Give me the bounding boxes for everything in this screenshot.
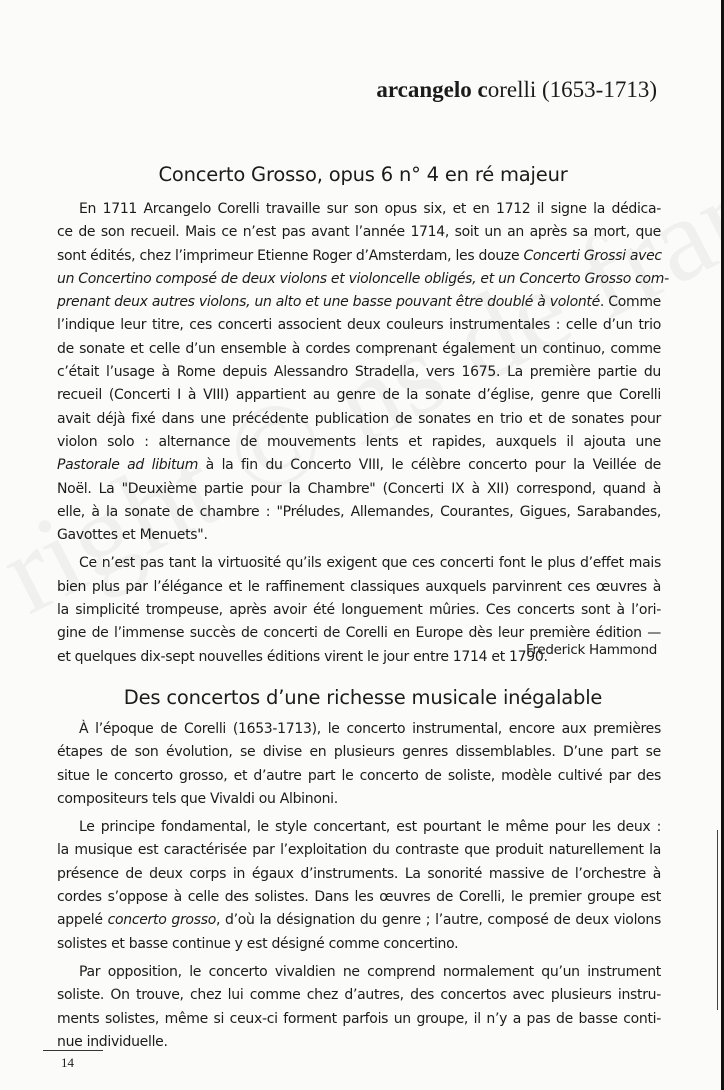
text-line: Pastorale ad libitum à la fin du Concerto VIII, le célèbre concerto pour la Veillée de [57, 457, 661, 474]
text-line: Ce n’est pas tant la virtuosité qu’ils exigent que ces concerti font le plus d’effet mais [79, 555, 661, 572]
text-line: elle, à la sonate de chambre : "Préludes, Allemandes, Courantes, Gigues, Sarabandes, [57, 503, 661, 520]
text-line: la musique est caractérisée par l’exploitation du contraste que produit naturellement la [57, 842, 661, 859]
text-line: ments solistes, même si ceux-ci forment parfois un groupe, il n’y a pas de basse conti- [57, 1010, 661, 1027]
paragraph-principe [57, 816, 661, 956]
text-line: bien plus par l’élégance et le raffinement classiques auxquels parvinrent ces œuvres à [57, 578, 661, 595]
text-line: l’indique leur titre, ces concerti associent deux couleurs instrumentales : celle d’un trio [57, 317, 661, 334]
text-line: gine de l’immense succès de concerti de Corelli en Europe dès leur première édition — [57, 625, 661, 642]
text-line: sont édités, chez l’imprimeur Etienne Roger d’Amsterdam, les douze Concerti Grossi avec [57, 247, 662, 264]
text-line: un Concertino composé de deux violons et violoncelle obligés, et un Concerto Grosso com- [57, 270, 669, 287]
paragraph-epoque [57, 718, 661, 811]
text-line: et quelques dix-sept nouvelles éditions virent le jour entre 1714 et 1790. [57, 648, 548, 665]
text-line: solistes et basse continue y est désigné comme concertino. [57, 935, 459, 952]
section-title-richesse: Des concertos d’une richesse musicale inégalable [123, 686, 603, 709]
text-line: soliste. On trouve, chez lui comme chez d’autres, des concertos avec plusieurs instru- [57, 987, 661, 1004]
footer-rule [43, 1050, 103, 1051]
text-line: c’était l’usage à Rome depuis Alessandro Stradella, vers 1675. La première partie du [57, 364, 661, 381]
author-signature: Frederick Hammond [525, 642, 657, 658]
paragraph-history [57, 198, 669, 547]
text-line: prenant deux autres violons, un alto et une basse pouvant être doublé à volonté. Comme [57, 294, 661, 311]
text-line: de sonate et celle d’un ensemble à cordes comprenant également un continuo, comme [57, 340, 661, 357]
text-line: la simplicité trompeuse, après avoir été longuement mûries. Ces concerts sont à l’ori- [57, 602, 661, 619]
page-edge-mark [717, 830, 718, 1010]
text-line: Le principe fondamental, le style concertant, est pourtant le même pour les deux : [79, 819, 661, 836]
text-line: situe le concerto grosso, et d’autre part le concerto de soliste, modèle cultivé par des [57, 767, 661, 784]
page-header: arcangelo corelli (1653-1713) [376, 77, 657, 102]
paragraph-opposition [57, 961, 661, 1054]
text-line: Noël. La "Deuxième partie pour la Chambre" (Concerti IX à XII) correspond, quand à [57, 480, 661, 497]
page-number: 14 [61, 1055, 74, 1070]
text-line: appelé concerto grosso, d’où la désignation du genre ; l’autre, composé de deux violons [57, 912, 661, 929]
text-line: En 1711 Arcangelo Corelli travaille sur son opus six, et en 1712 il signe la dédica- [79, 201, 661, 217]
text-line: cordes s’oppose à celle des solistes. Dans les œuvres de Corelli, le premier groupe est [57, 889, 661, 906]
text-line: étapes de son évolution, se divise en plusieurs genres dissemblables. D’une part se [57, 744, 661, 761]
text-line: présence de deux corps in égaux d’instruments. La sonorité massive de l’orchestre à [57, 865, 661, 882]
section-title-concerto-grosso: Concerto Grosso, opus 6 n° 4 en ré majeur [158, 163, 568, 186]
text-line: Gavottes et Menuets". [57, 527, 208, 544]
section2-body [57, 718, 661, 1054]
text-line: ce de son recueil. Mais ce n’est pas avant l’année 1714, soit un an après sa mort, que [57, 224, 661, 241]
text-line: À l’époque de Corelli (1653-1713), le concerto instrumental, encore aux premières [79, 721, 661, 737]
text-line: Par opposition, le concerto vivaldien ne comprend normalement qu’un instrument [79, 963, 661, 980]
section1-body [57, 198, 669, 669]
text-line: compositeurs tels que Vivaldi ou Albinoni. [57, 790, 338, 807]
text-line: recueil (Concerti I à VIII) appartient au genre de la sonate d’église, genre que Corelli [57, 387, 661, 404]
text-line: avait déjà fixé dans une précédente publication de sonates en trio et de sonates pour [57, 410, 661, 427]
text-line: nue individuelle. [57, 1033, 168, 1050]
text-line: violon solo : alternance de mouvements lents et rapides, auxquels il ajouta une [57, 433, 661, 450]
